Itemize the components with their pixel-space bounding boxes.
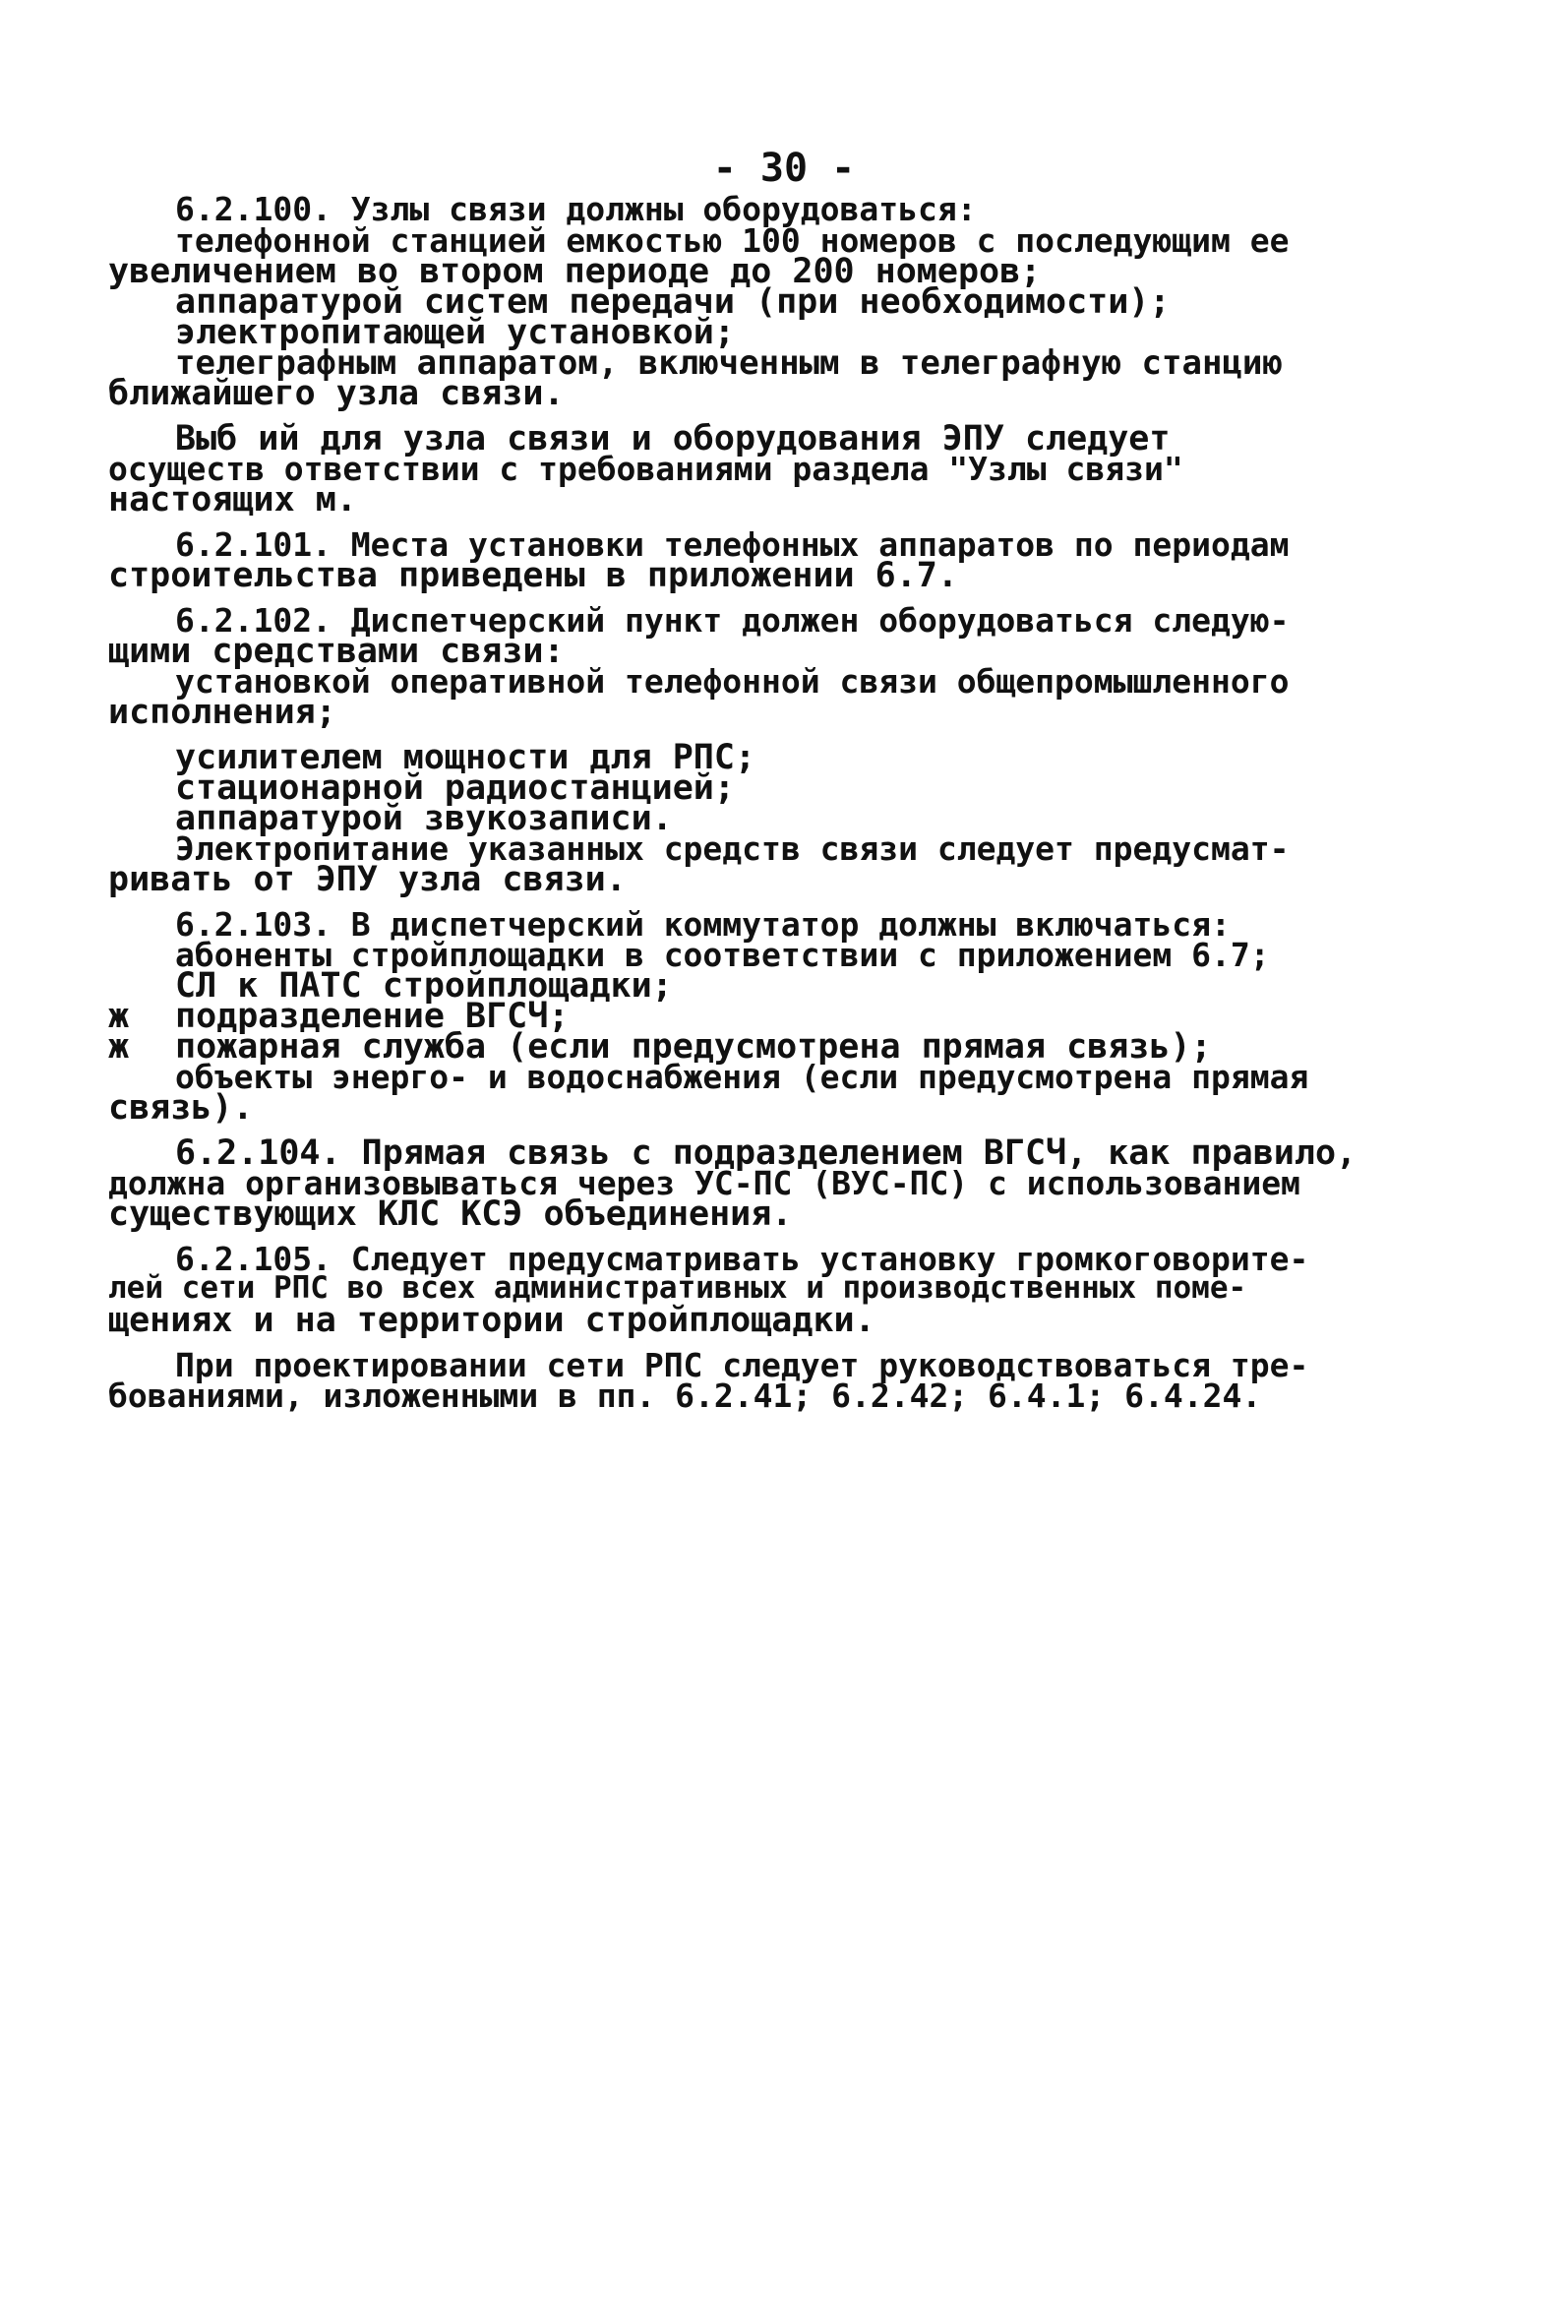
text-line: ривать от ЭПУ узла связи. (108, 860, 627, 899)
text-line: бованиями, изложенными в пп. 6.2.41; 6.2.42; 6.4.1; 6.4.24. (108, 1376, 1262, 1415)
text-line: телефонной станцией емкостью 100 номеров с последующим ее (175, 221, 1290, 260)
section-heading-6-2-103: 6.2.103. В диспетчерский коммутатор должны включаться: (175, 905, 1231, 944)
section-heading-6-2-100: 6.2.100. Узлы связи должны оборудоваться: (175, 190, 977, 228)
text-line: объекты энерго- и водоснабжения (если предусмотрена прямая (175, 1058, 1309, 1096)
list-marker: ж (108, 997, 130, 1036)
text-line: связь). (108, 1088, 254, 1128)
text-line: строительства приведены в приложении 6.7. (108, 556, 958, 595)
text-line: установкой оперативной телефонной связи общепромышленного (175, 662, 1290, 701)
text-line: щениях и на территории стройплощадки. (108, 1301, 875, 1340)
section-heading-6-2-105: 6.2.105. Следует предусматривать установку громкоговорите- (175, 1240, 1309, 1278)
page-number: - 30 - (712, 146, 856, 191)
text-line: пожарная служба (если предусмотрена прямая связь); (175, 1027, 1212, 1067)
text-line: подразделение ВГСЧ; (175, 997, 570, 1036)
text-line: настоящих м. (108, 480, 357, 520)
text-line: стационарной радиостанцией; (175, 768, 735, 808)
text-line: увеличением во втором периоде до 200 номеров; (108, 252, 1042, 291)
text-line: телеграфным аппаратом, включенным в телеграфную станцию (175, 343, 1283, 383)
text-line: СЛ к ПАТС стройплощадки; (175, 966, 673, 1006)
text-line: усилителем мощности для РПС; (175, 738, 756, 777)
text-line: аппаратурой систем передачи (при необходимости); (175, 282, 1171, 322)
text-line: лей сети РПС во всех административных и производственных поме- (108, 1270, 1247, 1306)
text-line: абоненты стройплощадки в соответствии с приложением 6.7; (175, 936, 1270, 974)
text-line: При проектировании сети РПС следует руководствоваться тре- (175, 1346, 1309, 1384)
text-line: существующих КЛС КСЭ объединения. (108, 1194, 793, 1234)
text-line: должна организовываться через УС-ПС (ВУС-ПС) с использованием (108, 1164, 1300, 1202)
text-line: исполнения; (108, 693, 336, 732)
text-line: Выб ий для узла связи и оборудования ЭПУ следует (175, 419, 1171, 459)
text-line: аппаратурой звукозаписи. (175, 799, 673, 838)
text-line: Электропитание указанных средств связи следует предусмат- (175, 829, 1290, 868)
section-heading-6-2-101: 6.2.101. Места установки телефонных аппаратов по периодам (175, 525, 1290, 564)
list-marker: ж (108, 1027, 130, 1067)
section-heading-6-2-102: 6.2.102. Диспетчерский пункт должен оборудоваться следую- (175, 601, 1290, 640)
text-line: осуществ ответствии с требованиями раздела "Узлы связи" (108, 450, 1183, 488)
text-line: щими средствами связи: (108, 632, 565, 671)
section-heading-6-2-104: 6.2.104. Прямая связь с подразделением ВГСЧ, как правило, (175, 1133, 1357, 1173)
text-line: ближайшего узла связи. (108, 374, 565, 413)
text-line: электропитающей установкой; (175, 313, 735, 352)
